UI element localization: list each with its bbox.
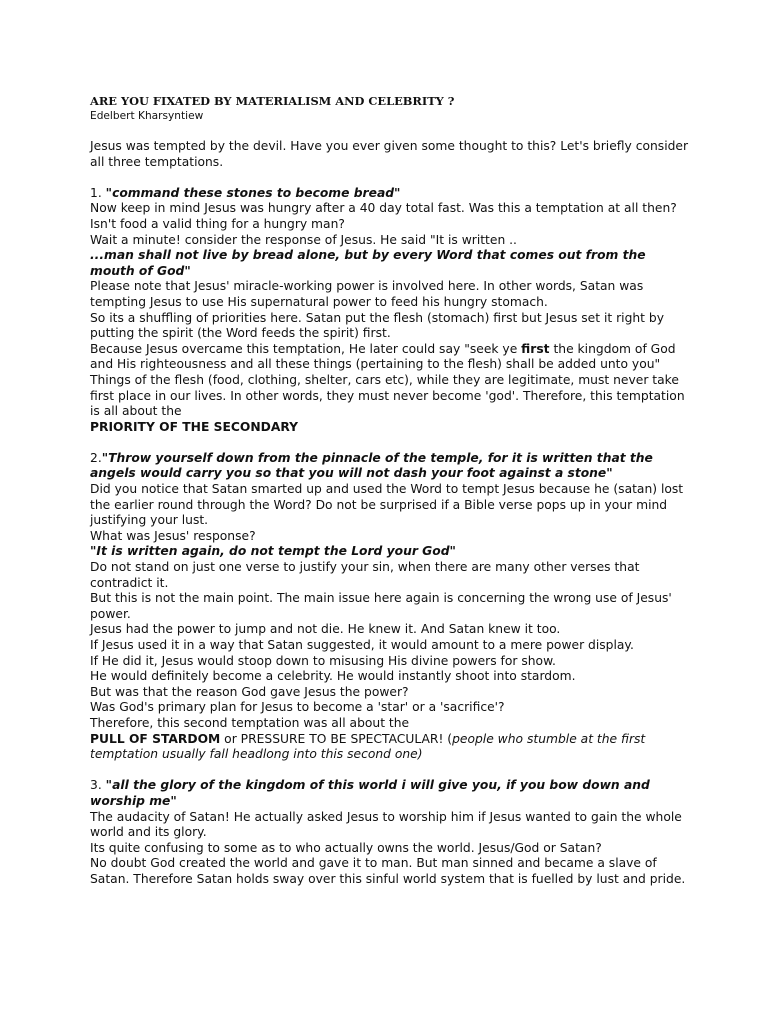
- temptation-2-paragraph: Did you notice that Satan smarted up and used the Word to tempt Jesus because he (satan) lost the earlier round through the Word? Do not be surprised if a Bible verse pops up in your mind justifying your lust.: [90, 482, 684, 528]
- temptation-2-paragraph: He would definitely become a celebrity. He would instantly shoot into stardom.: [90, 669, 576, 684]
- temptation-2-paragraph: If He did it, Jesus would stoop down to misusing His divine powers for show.: [90, 653, 556, 668]
- temptation-3-paragraph: No doubt God created the world and gave it to man. But man sinned and became a slave of Satan. Therefore Satan holds sway over this sinful world system that is fuelled by lust and pride.: [90, 856, 686, 886]
- temptation-2-heading: [90, 451, 690, 482]
- temptation-2-conclusion: [90, 732, 690, 763]
- temptation-2-paragraph: Was God's primary plan for Jesus to become a 'star' or a 'sacrifice'?: [90, 700, 505, 715]
- italic-note: people who stumble at the first temptation usually fall headlong into this second one): [90, 731, 646, 762]
- temptation-2-paragraph: But this is not the main point. The main issue here again is concerning the wrong use of Jesus' power.: [90, 591, 672, 621]
- text-run: Because Jesus overcame this temptation, He later could say "seek ye: [90, 341, 522, 356]
- author-name: Edelbert Kharsyntiew: [90, 110, 204, 122]
- temptation-1-paragraph: Wait a minute! consider the response of Jesus. He said "It is written ..: [90, 232, 517, 247]
- temptation-1-paragraph: Things of the flesh (food, clothing, shelter, cars etc), while they are legitimate, must never take first place in our lives. In other words, they must never become 'god'. Therefore, this temptation is all about the: [90, 372, 685, 419]
- temptation-2-paragraph: But was that the reason God gave Jesus the power?: [90, 684, 409, 699]
- temptation-3-paragraph: The audacity of Satan! He actually asked Jesus to worship him if Jesus wanted to gain the whole world and its glory.: [90, 809, 682, 840]
- document-page: [90, 94, 690, 888]
- page-title: ARE YOU FIXATED BY MATERIALISM AND CELEBRITY ?: [90, 94, 455, 108]
- emphasis-stardom: PULL OF STARDOM: [90, 731, 221, 746]
- intro-paragraph: Jesus was tempted by the devil. Have you ever given some thought to this? Let's briefly consider all three temptations.: [90, 139, 689, 169]
- temptation-3-paragraph: Its quite confusing to some as to who actually owns the world. Jesus/God or Satan?: [90, 840, 602, 855]
- temptation-1-paragraph: Please note that Jesus' miracle-working power is involved here. In other words, Satan was tempting Jesus to use His supernatural power to feed his hungry stomach.: [90, 279, 644, 309]
- spacer: [90, 435, 690, 451]
- temptation-2-scripture: "It is written again, do not tempt the Lord your God": [90, 544, 456, 559]
- spacer: [90, 763, 690, 779]
- temptation-1-paragraph: [90, 342, 690, 373]
- emphasis-first: first: [521, 341, 550, 356]
- temptation-1-quote: "command these stones to become bread": [105, 185, 401, 200]
- temptation-2-number: 2.: [90, 450, 102, 465]
- temptation-2-paragraph: Jesus had the power to jump and not die. He knew it. And Satan knew it too.: [90, 622, 561, 637]
- spacer: [90, 170, 690, 186]
- temptation-1-paragraph: Now keep in mind Jesus was hungry after a 40 day total fast. Was this a temptation at all then? Isn't food a valid thing for a hungry man?: [90, 201, 677, 231]
- temptation-1-conclusion: PRIORITY OF THE SECONDARY: [90, 419, 299, 434]
- temptation-3-heading: [90, 778, 690, 809]
- temptation-2-paragraph: If Jesus used it in a way that Satan suggested, it would amount to a mere power display.: [90, 638, 634, 652]
- temptation-1-paragraph: So its a shuffling of priorities here. Satan put the flesh (stomach) first but Jesus set it right by putting the spirit (the Word feeds the spirit) first.: [90, 310, 664, 341]
- temptation-1-heading: [90, 186, 690, 202]
- temptation-2-quote: "Throw yourself down from the pinnacle of the temple, for it is written that the angels would carry you so that you will not dash your foot against a stone": [90, 450, 653, 481]
- temptation-2-paragraph: Therefore, this second temptation was all about the: [90, 715, 410, 730]
- temptation-1-scripture: ...man shall not live by bread alone, but by every Word that comes out from the mouth of God": [90, 248, 646, 278]
- temptation-1-number: 1.: [90, 185, 106, 200]
- text-run: the kingdom of God and His righteousness and all these things (pertaining to the flesh) shall be added unto you": [90, 341, 676, 372]
- temptation-3-quote: "all the glory of the kingdom of this world i will give you, if you bow down and worship me": [90, 778, 650, 808]
- text-run: or PRESSURE TO BE SPECTACULAR! (: [220, 731, 453, 746]
- temptation-2-paragraph: Do not stand on just one verse to justify your sin, when there are many other verses that contradict it.: [90, 560, 640, 590]
- temptation-2-paragraph: What was Jesus' response?: [90, 528, 256, 543]
- temptation-3-number: 3.: [90, 778, 106, 793]
